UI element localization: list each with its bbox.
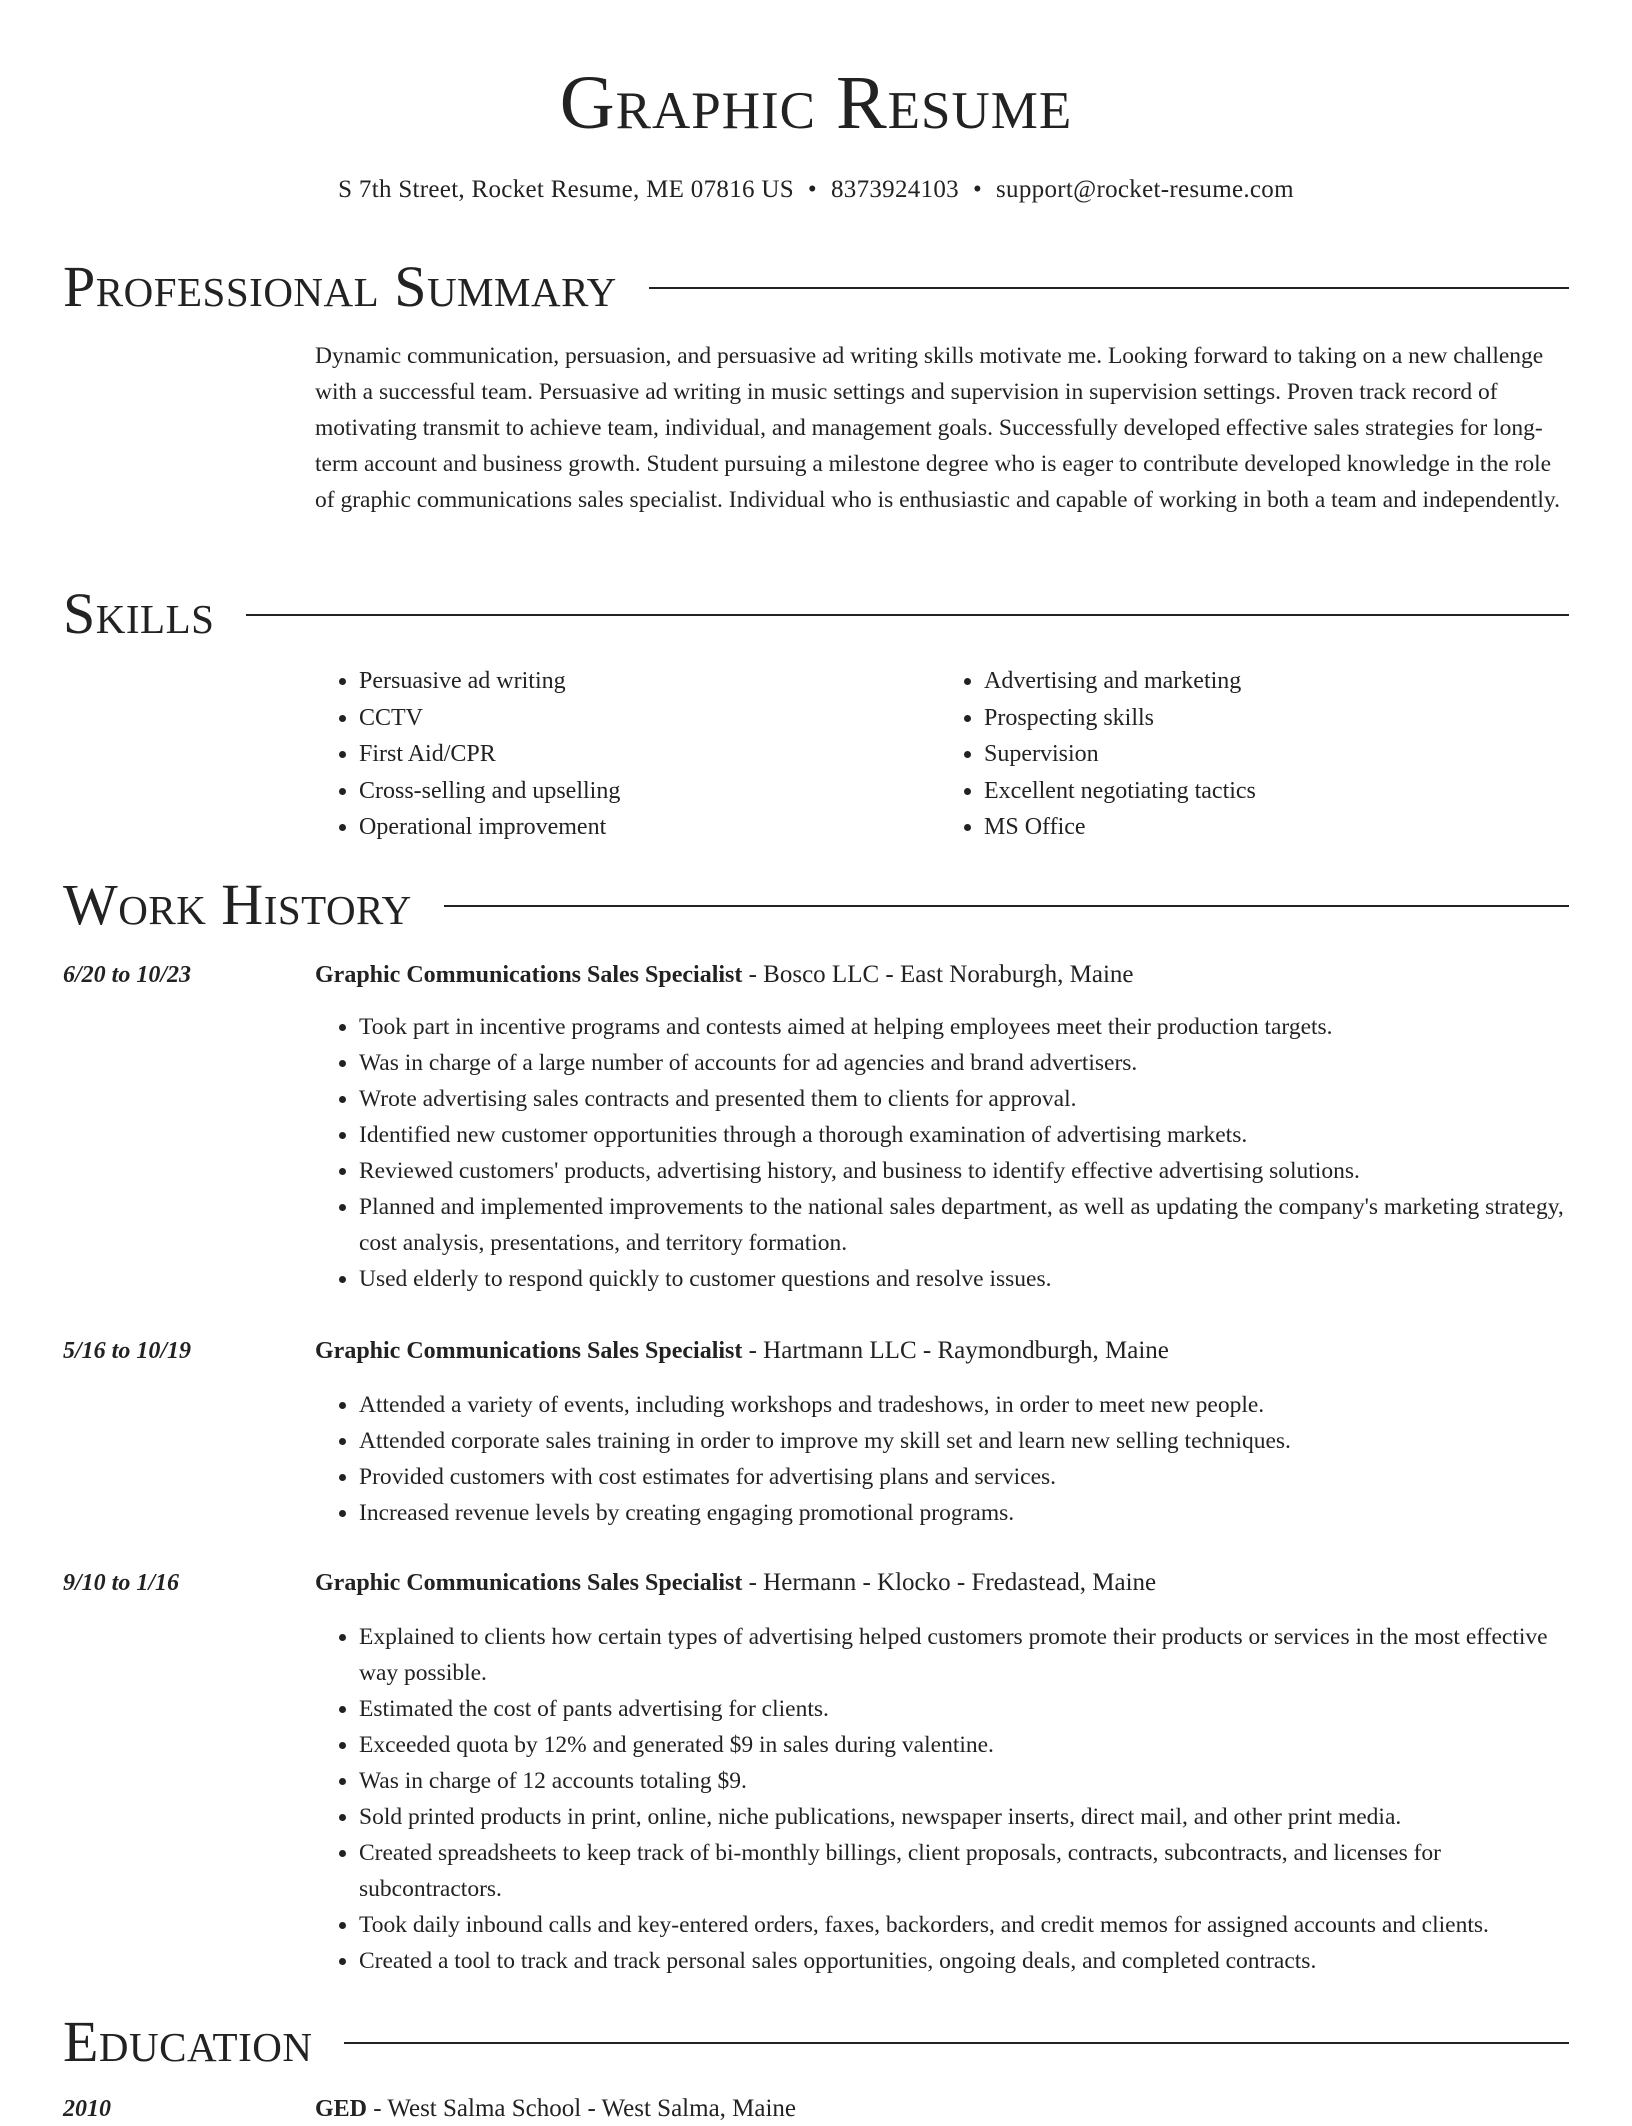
skills-column-right — [940, 663, 1565, 846]
section-divider — [649, 287, 1569, 289]
job-bullet: • Sold printed products in print, online, niche publications, newspaper inserts, direct mail, and other print media. — [359, 1799, 1565, 1835]
job-title: Graphic Communications Sales Specialist — [315, 1338, 743, 1364]
skills-section-header — [63, 582, 1569, 646]
job-bullet: • Increased revenue levels by creating engaging promotional programs. — [359, 1495, 1565, 1531]
education-line — [315, 2092, 1565, 2126]
job-bullets — [315, 1009, 1565, 1297]
job-bullet: • Provided customers with cost estimates for advertising plans and services. — [359, 1459, 1565, 1495]
section-heading: Education — [63, 2009, 313, 2074]
skills-list — [315, 663, 1565, 846]
job-bullets — [315, 1387, 1565, 1531]
job-bullet: • Took daily inbound calls and key-entered orders, faxes, backorders, and credit memos for assigned accounts and clients. — [359, 1907, 1565, 1943]
job-bullet: • Took part in incentive programs and contests aimed at helping employees meet their production targets. — [359, 1009, 1565, 1045]
job-bullet: • Was in charge of 12 accounts totaling $9. — [359, 1763, 1565, 1799]
section-divider — [444, 905, 1569, 907]
job-title-line — [315, 1566, 1565, 1600]
job-bullet: • Explained to clients how certain types of advertising helped customers promote their products or services in the most effective way possible. — [359, 1619, 1565, 1691]
contact-separator: • — [972, 176, 983, 203]
job-bullets — [315, 1619, 1565, 1979]
contact-address: S 7th Street, Rocket Resume, ME 07816 US — [338, 176, 794, 203]
skill-item: • Cross-selling and upselling — [359, 773, 940, 810]
work-history-section-header — [63, 873, 1569, 937]
job-title-line — [315, 958, 1565, 992]
job-bullet: • Created spreadsheets to keep track of bi-monthly billings, client proposals, contracts, subcontracts, and licenses for subcontractors. — [359, 1835, 1565, 1907]
skill-item: • MS Office — [984, 809, 1565, 846]
skill-item: • Prospecting skills — [984, 700, 1565, 737]
job-bullet: • Planned and implemented improvements to the national sales department, as well as updating the company's marketing strategy, cost analysis, presentations, and territory formation. — [359, 1189, 1565, 1261]
skill-item: • CCTV — [359, 700, 940, 737]
job-bullet: • Identified new customer opportunities through a thorough examination of advertising markets. — [359, 1117, 1565, 1153]
contact-email: support@rocket-resume.com — [996, 176, 1294, 203]
job-bullet: • Estimated the cost of pants advertising for clients. — [359, 1691, 1565, 1727]
section-heading: Work History — [63, 872, 412, 937]
contact-line — [0, 175, 1632, 205]
skills-column-left — [315, 663, 940, 846]
job-bullet: • Reviewed customers' products, advertising history, and business to identify effective advertising solutions. — [359, 1153, 1565, 1189]
job-company: - Hartmann LLC - Raymondburgh, Maine — [742, 1337, 1169, 1364]
education-date: 2010 — [63, 2096, 111, 2122]
section-heading: Skills — [63, 581, 215, 646]
education-school: - West Salma School - West Salma, Maine — [367, 2095, 797, 2122]
section-divider — [344, 2042, 1569, 2044]
job-bullet: • Attended corporate sales training in order to improve my skill set and learn new selling techniques. — [359, 1423, 1565, 1459]
job-title: Graphic Communications Sales Specialist — [315, 1570, 743, 1596]
section-heading: Professional Summary — [63, 254, 617, 319]
contact-separator: • — [807, 176, 817, 203]
skill-item: • First Aid/CPR — [359, 736, 940, 773]
section-divider — [246, 614, 1569, 616]
skill-item: • Operational improvement — [359, 809, 940, 846]
job-company: - Hermann - Klocko - Fredastead, Maine — [742, 1569, 1157, 1596]
job-company: - Bosco LLC - East Noraburgh, Maine — [742, 961, 1134, 988]
skill-item: • Advertising and marketing — [984, 663, 1565, 700]
resume-name: Graphic Resume — [559, 61, 1073, 145]
job-title: Graphic Communications Sales Specialist — [315, 962, 743, 988]
job-bullet: • Used elderly to respond quickly to customer questions and resolve issues. — [359, 1261, 1565, 1297]
job-bullet: • Attended a variety of events, including workshops and tradeshows, in order to meet new people. — [359, 1387, 1565, 1423]
job-bullet: • Wrote advertising sales contracts and presented them to clients for approval. — [359, 1081, 1565, 1117]
contact-phone: 8373924103 — [830, 176, 959, 203]
skill-item: • Persuasive ad writing — [359, 663, 940, 700]
summary-section-header — [63, 255, 1569, 319]
education-degree: GED — [315, 2096, 368, 2122]
job-dates: 9/10 to 1/16 — [63, 1570, 180, 1596]
skill-item: • Supervision — [984, 736, 1565, 773]
job-bullet: • Exceeded quota by 12% and generated $9 in sales during valentine. — [359, 1727, 1565, 1763]
job-bullet: • Was in charge of a large number of accounts for ad agencies and brand advertisers. — [359, 1045, 1565, 1081]
education-section-header — [63, 2010, 1569, 2074]
job-bullet: • Created a tool to track and track personal sales opportunities, ongoing deals, and completed contracts. — [359, 1943, 1565, 1979]
job-dates: 5/16 to 10/19 — [63, 1338, 192, 1364]
job-dates: 6/20 to 10/23 — [63, 962, 192, 988]
skill-item: • Excellent negotiating tactics — [984, 773, 1565, 810]
job-title-line — [315, 1334, 1565, 1368]
summary-text: Dynamic communication, persuasion, and persuasive ad writing skills motivate me. Looking forward to taking on a new challenge with a successful team. Persuasive ad writing in music settings and supervision in supervision settings. Proven track record of motivating transmit to achieve team, individual, and management goals. Successfully developed effective sales strategies for long-term account and business growth. Student pursuing a milestone degree who is eager to contribute developed knowledge in the role of graphic communications sales specialist. Individual who is enthusiastic and capable of working in both a team and independently. — [315, 343, 1560, 513]
